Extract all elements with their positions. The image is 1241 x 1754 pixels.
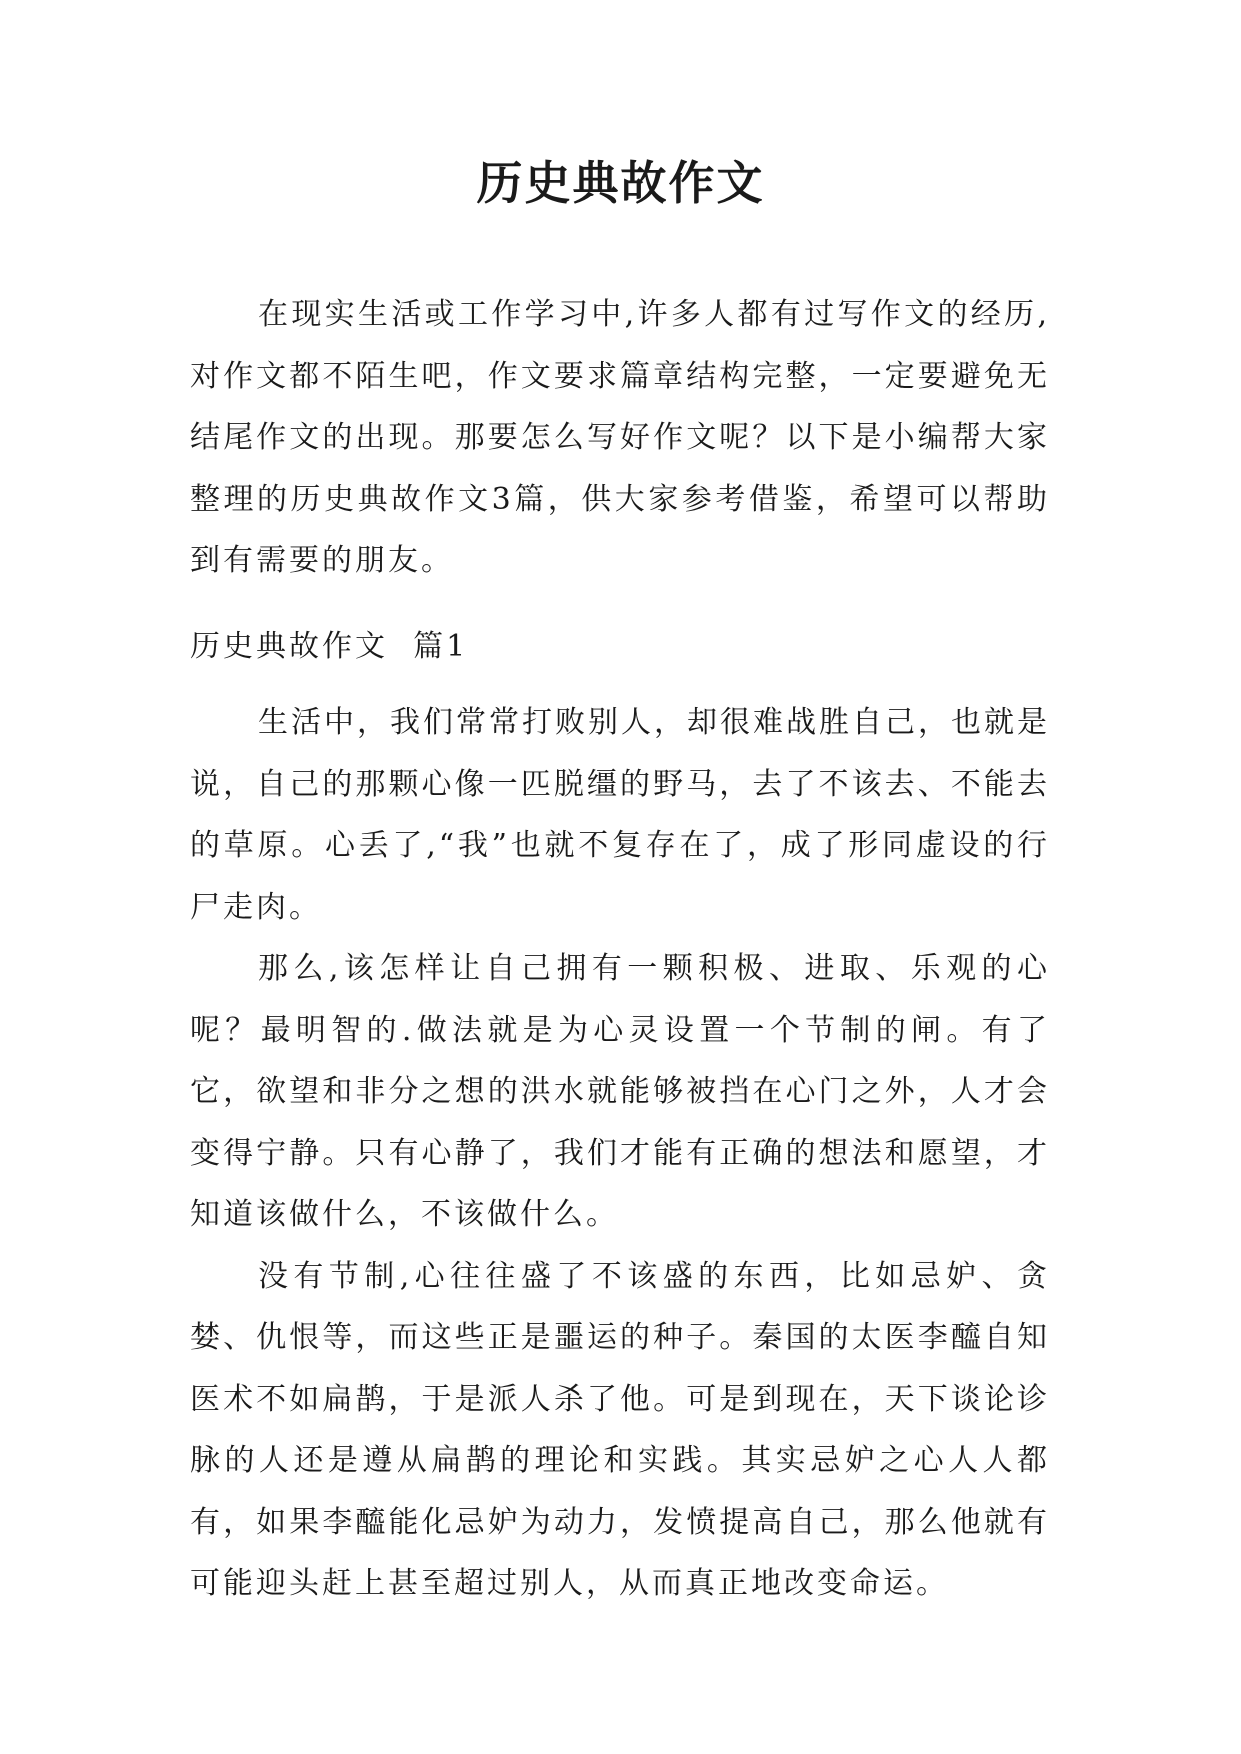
essay-paragraph-3: 没有节制,心往往盛了不该盛的东西，比如忌妒、贪婪、仇恨等，而这些正是噩运的种子。秦国的太医李醯自知医术不如扁鹊，于是派人杀了他。可是到现在，天下谈论诊脉的人还是遵从扁鹊的理论和实践。其实忌妒之心人人都有，如果李醯能化忌妒为动力，发愤提高自己，那么他就有可能迎头赶上甚至超过别人，从而真正地改变命运。 [190, 1258, 1050, 1601]
intro-paragraph: 在现实生活或工作学习中,许多人都有过写作文的经历,对作文都不陌生吧，作文要求篇章结构完整，一定要避免无结尾作文的出现。那要怎么写好作文呢？以下是小编帮大家整理的历史典故作文3篇，供大家参考借鉴，希望可以帮助到有需要的朋友。 [190, 297, 1050, 578]
document-title: 历史典故作文 [476, 156, 765, 210]
intro-section [190, 284, 1050, 592]
section-heading: 历史典故作文 篇1 [190, 629, 469, 664]
essay-paragraph-2: 那么,该怎样让自己拥有一颗积极、进取、乐观的心呢？最明智的.做法就是为心灵设置一个节制的闸。有了它，欲望和非分之想的洪水就能够被挡在心门之外，人才会变得宁静。只有心静了，我们才能有正确的想法和愿望，才知道该做什么，不该做什么。 [190, 951, 1050, 1232]
essay-body [190, 692, 1050, 1615]
essay-paragraph-1: 生活中，我们常常打败别人，却很难战胜自己，也就是说，自己的那颗心像一匹脱缰的野马，去了不该去、不能去的草原。心丢了,“我”也就不复存在了，成了形同虚设的行尸走肉。 [190, 705, 1050, 925]
